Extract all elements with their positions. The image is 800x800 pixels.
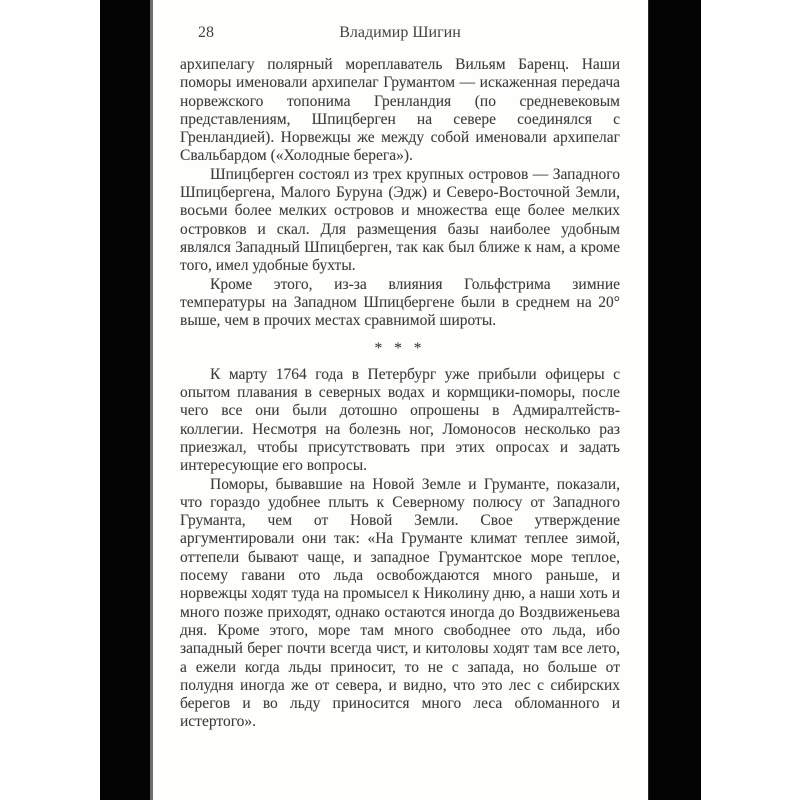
page-number: 28 bbox=[198, 24, 214, 41]
paragraph: архипелагу полярный мореплаватель Вильям Баренц. Наши поморы именовали архипелаг Грумантом — искаженная передача норвежского топонима Гренландия (по средневековым представлениям, Шпицберген на севере соединялся с Гренландией). Норвежцы же между собой именовали архипелаг Свальбардом («Холодные берега»). bbox=[180, 56, 620, 165]
page-header bbox=[180, 24, 620, 44]
paragraph: К марту 1764 года в Петербург уже прибыли офицеры с опытом плавания в северных водах и кормщики-поморы, после чего все они были дотошно опрошены в Адмиралтейств-коллегии. Несмотря на болезнь ног, Ломоносов несколько раз приезжал, чтобы присутствовать при этих опросах и задать интересующие его вопросы. bbox=[180, 365, 620, 475]
book-page bbox=[153, 0, 648, 800]
running-header: Владимир Шигин bbox=[339, 24, 461, 41]
paragraph: Кроме этого, из-за влияния Гольфстрима зимние температуры на Западном Шпицбергене были в среднем на 20° выше, чем в прочих местах сравнимой широты. bbox=[180, 275, 620, 330]
paragraph: Поморы, бывавшие на Новой Земле и Груманте, показали, что гораздо удобнее плыть к Северному полюсу от Западного Груманта, чем от Новой Земли. Свое утверждение аргументировали они так: «На Груманте климат теплее зимой, оттепели бывают чаще, и западное Грумантское море теплое, посему гавани ото льда освобождаются много раньше, и норвежцы ходят туда на промысел к Николину дню, а наши хоть и много позже приходят, однако остаются иногда до Воздвиженьева дня. Кроме этого, море там много свободнее ото льда, ибо западный берег почти всегда чист, и китоловы ходят там все лето, а ежели когда льды приносит, то не с запада, но больше от полудня иногда же от севера, и видно, что это лес с сибирских берегов и во льду приносится много леса обломанного и истертого». bbox=[180, 475, 620, 731]
paragraph: Шпицберген состоял из трех крупных островов — Западного Шпицбергена, Малого Буруна (Эдж) и Северо-Восточной Земли, восьми более мелких островов и множества еще более мелких островков и скал. Для размещения базы наиболее удобным являлся Западный Шпицберген, так как был ближе к нам, а кроме того, имел удобные бухты. bbox=[180, 165, 620, 275]
black-backdrop-right bbox=[648, 0, 701, 800]
section-separator: * * * bbox=[374, 340, 426, 358]
page-body bbox=[180, 56, 620, 732]
black-backdrop-left bbox=[100, 0, 153, 800]
